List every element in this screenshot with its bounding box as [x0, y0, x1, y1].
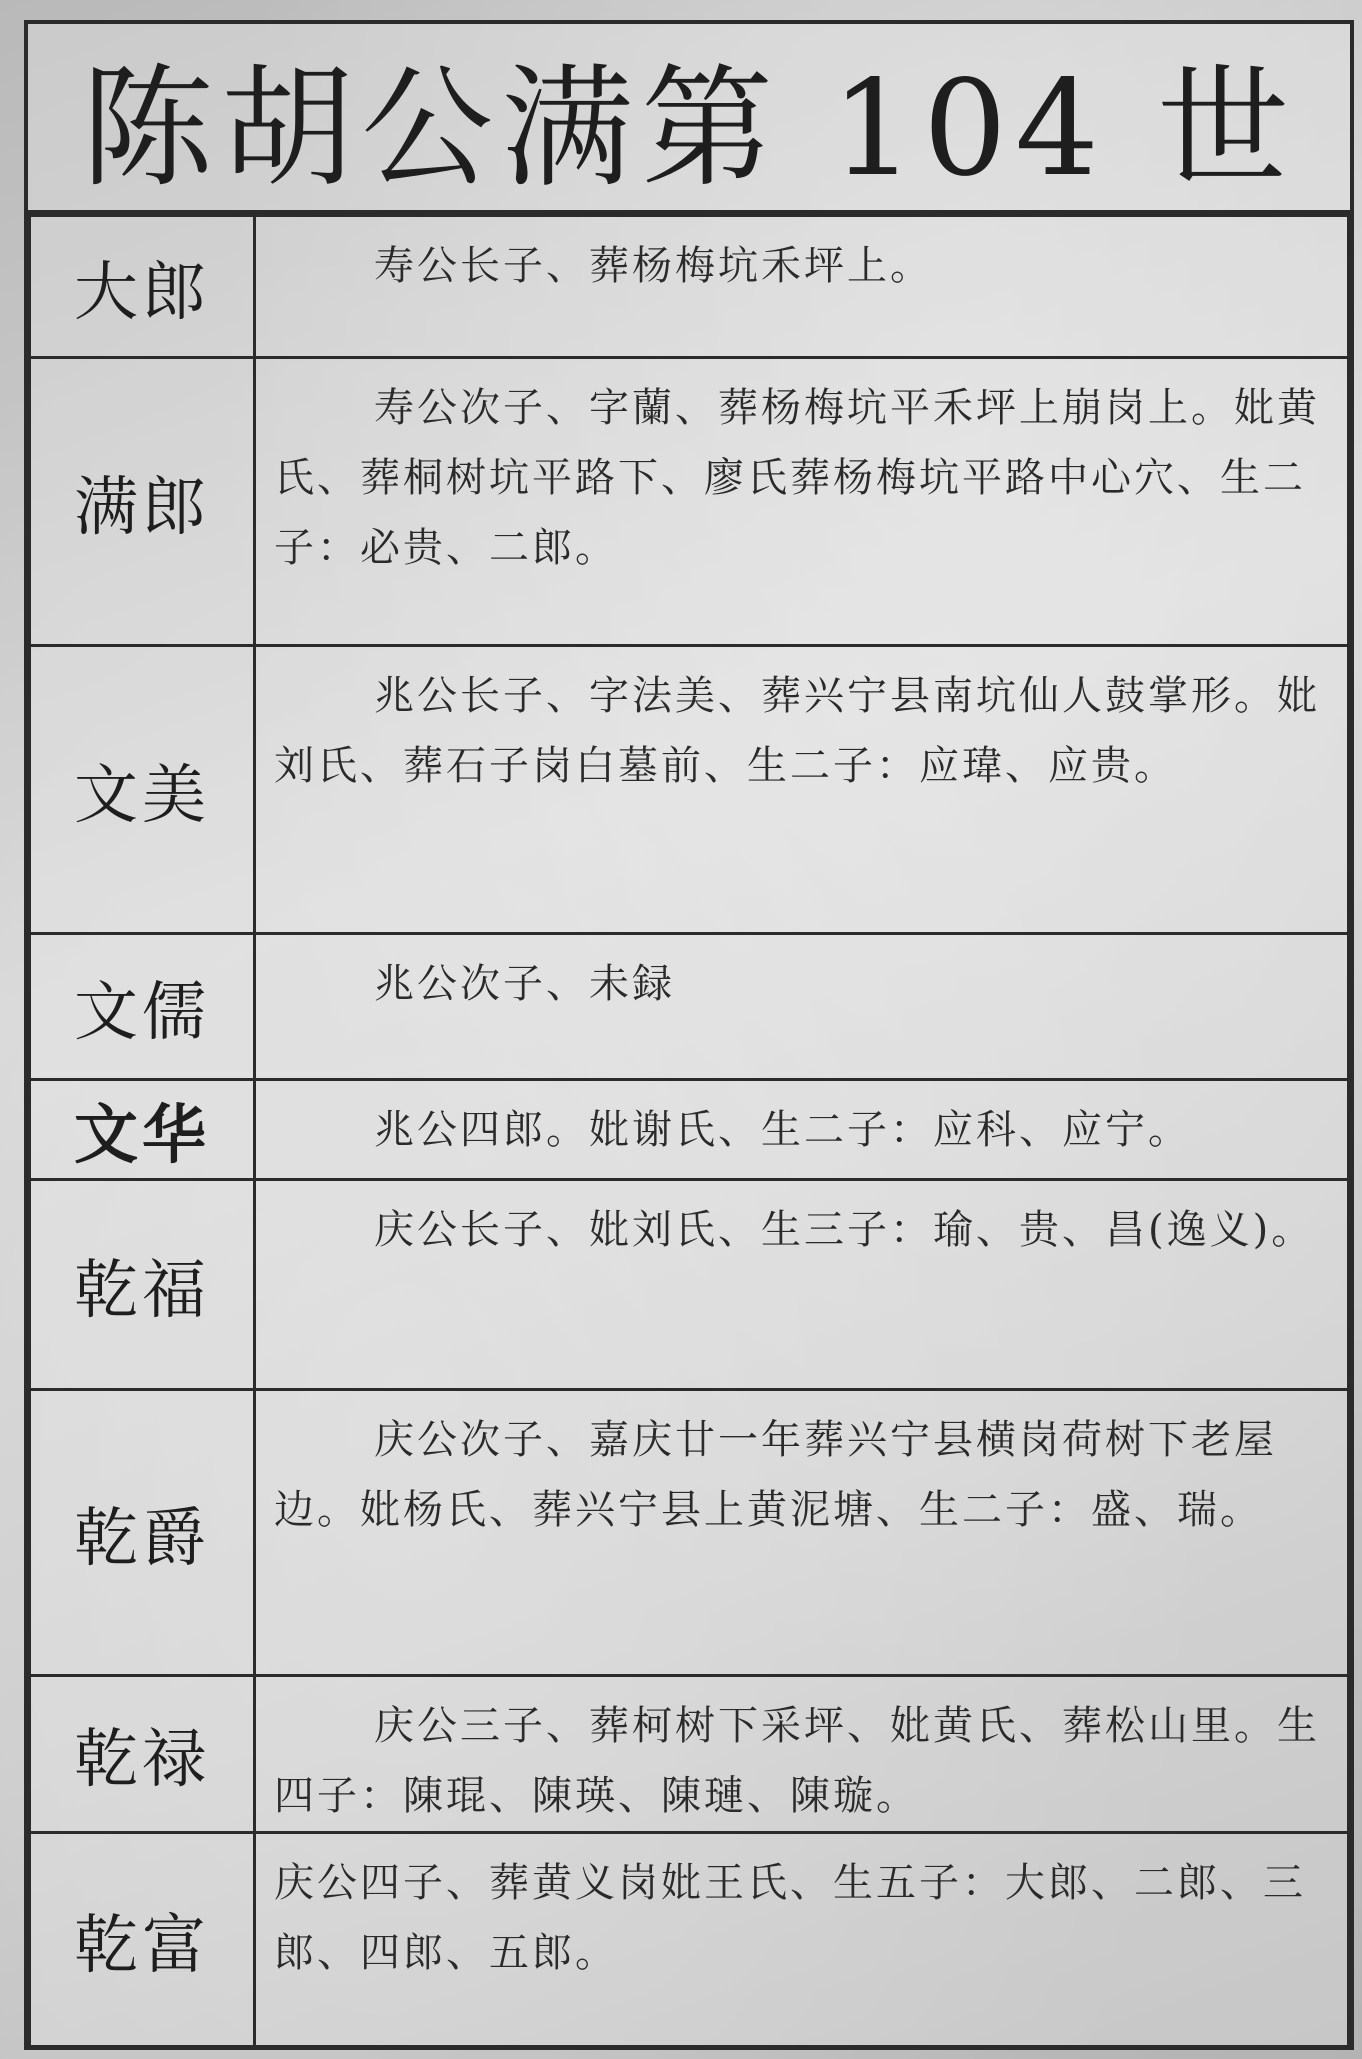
table-row — [30, 1080, 1349, 1180]
record-text: 寿公次子、字蘭、葬杨梅坑平禾坪上崩岗上。妣黄氏、葬桐树坑平路下、廖氏葬杨梅坑平路中心穴、生二子：必贵、二郎。 — [274, 385, 1320, 571]
person-name: 文儒 — [30, 934, 255, 1080]
table-row — [30, 1833, 1349, 2047]
person-record — [255, 1180, 1349, 1390]
page-title: 陈胡公满第 104 世 — [28, 24, 1350, 214]
table-row — [30, 216, 1349, 358]
person-name: 乾福 — [30, 1180, 255, 1390]
person-record — [255, 1833, 1349, 2047]
table-row — [30, 1390, 1349, 1676]
person-record — [255, 646, 1349, 934]
person-name: 大郎 — [30, 216, 255, 358]
record-text: 兆公次子、未録 — [374, 961, 675, 1007]
person-record — [255, 1080, 1349, 1180]
record-text: 庆公四子、葬黄义岗妣王氏、生五子：大郎、二郎、三郎、四郎、五郎。 — [274, 1860, 1306, 1976]
person-record — [255, 1390, 1349, 1676]
table-row — [30, 358, 1349, 646]
table-row — [30, 646, 1349, 934]
person-name: 文美 — [30, 646, 255, 934]
person-record — [255, 1676, 1349, 1833]
person-name: 文华 — [30, 1080, 255, 1180]
table-row — [30, 934, 1349, 1080]
record-text: 兆公四郎。妣谢氏、生二子：应科、应宁。 — [374, 1107, 1191, 1153]
person-record — [255, 216, 1349, 358]
person-name: 满郎 — [30, 358, 255, 646]
record-text: 兆公长子、字法美、葬兴宁县南坑仙人鼓掌形。妣刘氏、葬石子岗白墓前、生二子：应瑋、应贵。 — [274, 673, 1320, 789]
genealogy-table-frame — [24, 20, 1354, 2050]
record-text: 庆公次子、嘉庆廿一年葬兴宁县横岗荷树下老屋边。妣杨氏、葬兴宁县上黄泥塘、生二子：盛、瑞。 — [274, 1417, 1277, 1533]
person-record — [255, 934, 1349, 1080]
table-row — [30, 1676, 1349, 1833]
person-name: 乾禄 — [30, 1676, 255, 1833]
record-text: 庆公长子、妣刘氏、生三子：瑜、贵、昌(逸义)。 — [374, 1207, 1315, 1253]
person-name: 乾富 — [30, 1833, 255, 2047]
record-text: 寿公长子、葬杨梅坑禾坪上。 — [374, 243, 933, 289]
table-row — [30, 1180, 1349, 1390]
person-name: 乾爵 — [30, 1390, 255, 1676]
genealogy-table — [28, 214, 1350, 2048]
record-text: 庆公三子、葬柯树下采坪、妣黄氏、葬松山里。生四子：陳琨、陳瑛、陳璉、陳璇。 — [274, 1703, 1320, 1819]
person-record — [255, 358, 1349, 646]
